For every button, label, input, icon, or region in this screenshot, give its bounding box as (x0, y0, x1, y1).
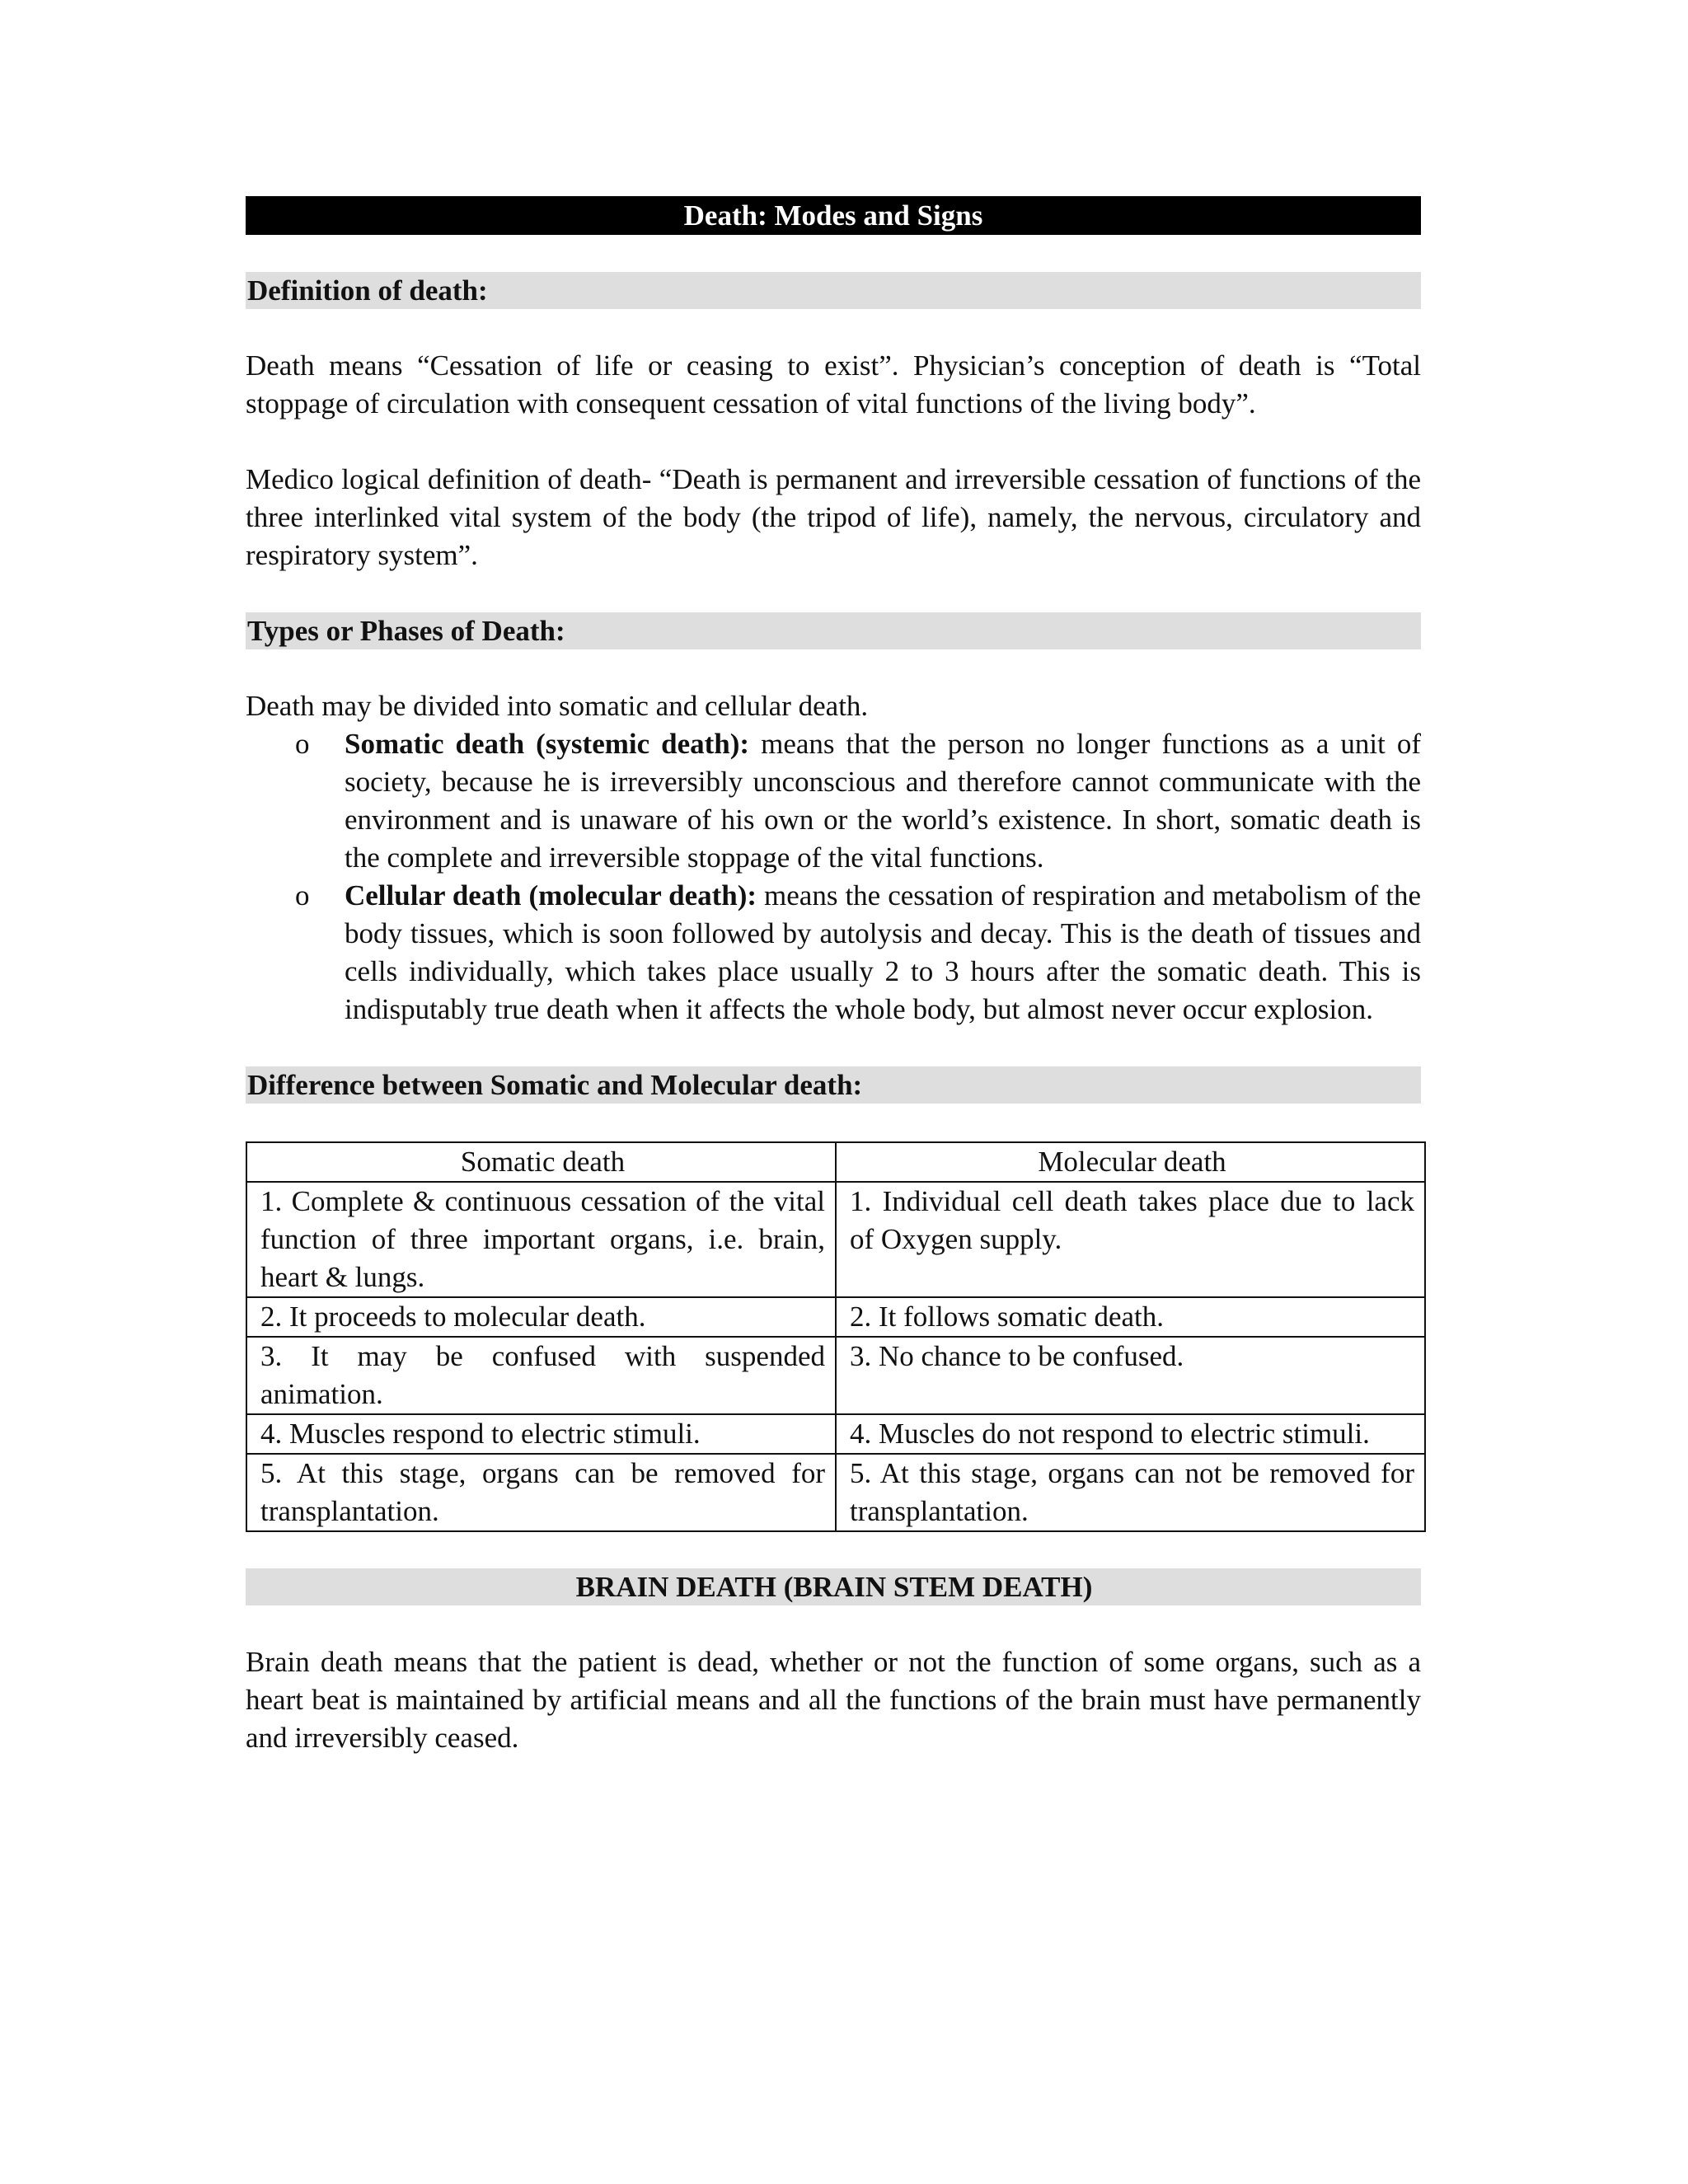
table-row (246, 1414, 1425, 1454)
list-item-cellular (246, 877, 1421, 1029)
difference-table (246, 1141, 1426, 1532)
somatic-term: Somatic death (systemic death): (345, 728, 750, 760)
table-cell: 4. Muscles do not respond to electric stimuli. (836, 1414, 1425, 1454)
table-cell: 2. It follows somatic death. (836, 1297, 1425, 1337)
table-cell: 5. At this stage, organs can not be removed for transplantation. (836, 1454, 1425, 1531)
table-row (246, 1297, 1425, 1337)
table-cell: 4. Muscles respond to electric stimuli. (246, 1414, 836, 1454)
cellular-description: means the cessation of respiration and metabolism of the body tissues, which is soon followed by autolysis and decay. This is the death of tissues and cells individually, which takes place usually 2 to 3 hours after the somatic death. This is indisputably true death when it affects the whole body, but almost never occur explosion. (345, 879, 1421, 1025)
column-header-molecular: Molecular death (836, 1142, 1425, 1182)
list-item-somatic (246, 725, 1421, 877)
table-row (246, 1182, 1425, 1297)
table-cell: 3. It may be confused with suspended animation. (246, 1337, 836, 1414)
definition-paragraph-1: Death means “Cessation of life or ceasing to exist”. Physician’s conception of death is “Total stoppage of circulation with consequent cessation of vital functions of the living body”. (246, 349, 1421, 419)
definition-heading: Definition of death: (246, 272, 1421, 309)
table-header-row (246, 1142, 1425, 1182)
table-row (246, 1454, 1425, 1531)
page-title: Death: Modes and Signs (246, 196, 1421, 235)
types-intro: Death may be divided into somatic and cellular death. (246, 690, 869, 722)
brain-death-heading: BRAIN DEATH (BRAIN STEM DEATH) (246, 1568, 1421, 1605)
table-cell: 5. At this stage, organs can be removed for transplantation. (246, 1454, 836, 1531)
somatic-description: means that the person no longer functions as a unit of society, because he is irreversibly unconscious and therefore cannot communicate with the environment and is unaware of his own or the world’s existence. In short, somatic death is the complete and irreversible stoppage of the vital functions. (345, 728, 1422, 874)
death-types-list (246, 725, 1421, 1029)
cellular-term: Cellular death (molecular death): (345, 879, 757, 912)
document-page (246, 196, 1421, 1757)
table-cell: 3. No chance to be confused. (836, 1337, 1425, 1414)
brain-death-paragraph: Brain death means that the patient is dead, whether or not the function of some organs, such as a heart beat is maintained by artificial means and all the functions of the brain must have permanently and irreversibly ceased. (246, 1646, 1421, 1754)
table-cell: 2. It proceeds to molecular death. (246, 1297, 836, 1337)
difference-heading: Difference between Somatic and Molecular death: (246, 1066, 1421, 1104)
table-row (246, 1337, 1425, 1414)
table-cell: 1. Complete & continuous cessation of the vital function of three important organs, i.e. brain, heart & lungs. (246, 1182, 836, 1297)
column-header-somatic: Somatic death (246, 1142, 836, 1182)
types-heading: Types or Phases of Death: (246, 612, 1421, 649)
table-cell: 1. Individual cell death takes place due to lack of Oxygen supply. (836, 1182, 1425, 1297)
bullet-icon: o (295, 879, 310, 912)
bullet-icon: o (295, 728, 310, 760)
definition-paragraph-2: Medico logical definition of death- “Death is permanent and irreversible cessation of functions of the three interlinked vital system of the body (the tripod of life), namely, the nervous, circulatory and respiratory system”. (246, 463, 1421, 571)
